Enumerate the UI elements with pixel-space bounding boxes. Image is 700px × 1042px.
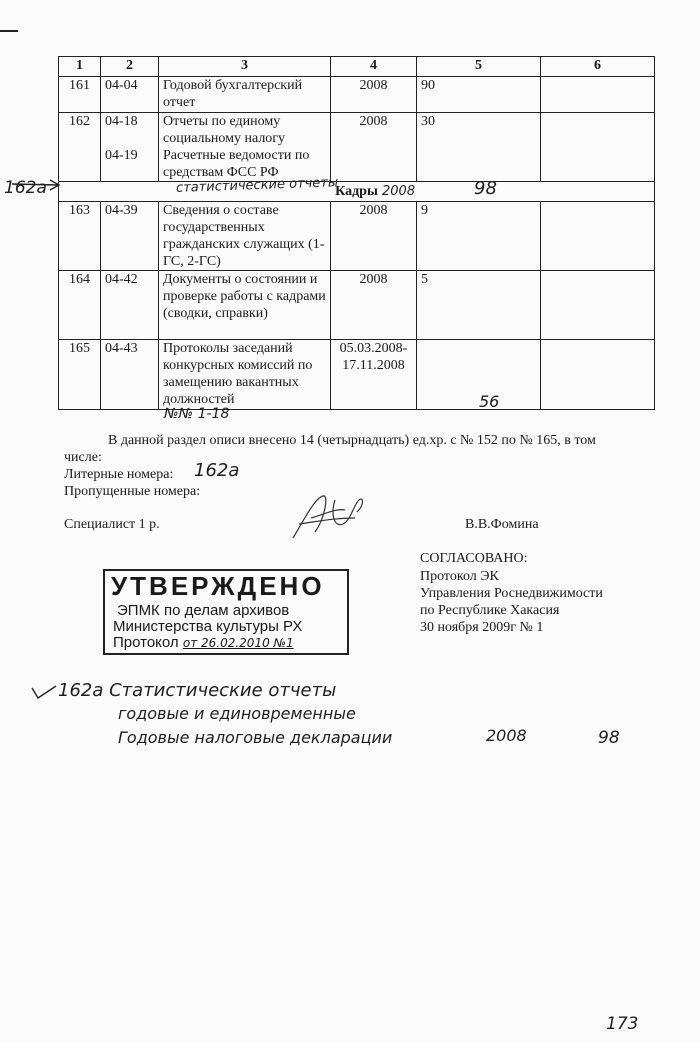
stamp-protocol bbox=[113, 634, 294, 651]
row-index: 04-42 bbox=[101, 271, 159, 340]
row-title: Годовой бухгалтерский отчет bbox=[159, 77, 331, 113]
table-header-row bbox=[59, 57, 655, 77]
summary-line: В данной раздел описи внесено 14 (четырнадцать) ед.хр. с № 152 по № 165, в том bbox=[108, 433, 596, 448]
row-year: 2008 bbox=[331, 271, 417, 340]
missing-numbers-label: Пропущенные номера: bbox=[64, 484, 201, 499]
addendum-year: 2008 bbox=[486, 726, 527, 745]
row-note bbox=[541, 77, 655, 113]
row-note bbox=[541, 113, 655, 182]
addendum-line: годовые и единовременные bbox=[118, 704, 356, 723]
row-year: 2008 bbox=[331, 202, 417, 271]
row-162a-year: 2008 bbox=[382, 184, 416, 199]
header-cell: 2 bbox=[101, 57, 159, 77]
row-162a-title: статистические отчеты bbox=[175, 175, 339, 196]
row-index: 04-39 bbox=[101, 202, 159, 271]
stamp-protocol-fill: от 26.02.2010 №1 bbox=[182, 636, 294, 650]
row-title: Документы о состоянии и проверке работы с кадрами (сводки, справки) bbox=[159, 271, 331, 340]
row-year: 2008 bbox=[331, 77, 417, 113]
row-162a-quantity: 98 bbox=[474, 178, 497, 199]
row-index: 04-43 bbox=[101, 340, 159, 410]
header-cell: 5 bbox=[417, 57, 541, 77]
table-row bbox=[59, 77, 655, 113]
table-row bbox=[59, 202, 655, 271]
row-165-quantity-handwritten: 56 bbox=[479, 392, 500, 411]
page-number: 173 bbox=[606, 1014, 639, 1034]
row-index-cell bbox=[101, 113, 159, 182]
literal-numbers-label: Литерные номера: bbox=[64, 467, 174, 482]
signer-name: В.В.Фомина bbox=[465, 517, 539, 532]
table-row bbox=[59, 340, 655, 410]
table-row bbox=[59, 113, 655, 182]
addendum-line: Годовые налоговые декларации bbox=[118, 728, 393, 747]
header-cell: 3 bbox=[159, 57, 331, 77]
row-title: Протоколы заседаний конкурсных комиссий по замещению вакантных должностей bbox=[159, 340, 331, 410]
protocol-numbers-note: №№ 1-18 bbox=[164, 406, 230, 422]
stamp-title: УТВЕРЖДЕНО bbox=[111, 571, 325, 601]
row-quantity: 9 bbox=[417, 202, 541, 271]
agreed-line: 30 ноября 2009г № 1 bbox=[420, 620, 544, 635]
stamp-line: Министерства культуры РХ bbox=[113, 618, 303, 635]
stamp-protocol-label: Протокол bbox=[113, 634, 179, 651]
agreed-line: Протокол ЭК bbox=[420, 569, 499, 584]
row-number: 161 bbox=[59, 77, 101, 113]
section-label: Кадры bbox=[59, 182, 655, 202]
addendum-quantity: 98 bbox=[598, 728, 620, 748]
addendum-line: 162а Статистические отчеты bbox=[58, 680, 337, 701]
inventory-table bbox=[58, 56, 655, 410]
row-year: 05.03.2008-17.11.2008 bbox=[331, 340, 417, 410]
section-row bbox=[59, 182, 655, 202]
checkmark-icon bbox=[30, 684, 58, 700]
row-note bbox=[541, 202, 655, 271]
row-quantity: 90 bbox=[417, 77, 541, 113]
row-title: Сведения о составе государственных гражданских служащих (1-ГС, 2-ГС) bbox=[159, 202, 331, 271]
margin-note-162a: 162а bbox=[4, 178, 47, 198]
row-quantity: 30 bbox=[417, 113, 541, 182]
approval-stamp bbox=[103, 569, 349, 655]
row-index-secondary: 04-19 bbox=[105, 148, 138, 163]
header-cell: 4 bbox=[331, 57, 417, 77]
stamp-line: ЭПМК по делам архивов bbox=[117, 602, 290, 619]
corner-mark bbox=[0, 30, 18, 32]
row-number: 165 bbox=[59, 340, 101, 410]
header-cell: 1 bbox=[59, 57, 101, 77]
position-title: Специалист 1 р. bbox=[64, 517, 160, 532]
table-row bbox=[59, 271, 655, 340]
row-index: 04-04 bbox=[101, 77, 159, 113]
header-cell: 6 bbox=[541, 57, 655, 77]
literal-numbers-value: 162а bbox=[194, 460, 240, 481]
row-note bbox=[541, 340, 655, 410]
row-index: 04-18 bbox=[105, 114, 138, 129]
signature-icon bbox=[285, 488, 375, 546]
agreed-line: по Республике Хакасия bbox=[420, 603, 560, 618]
row-year: 2008 bbox=[331, 113, 417, 182]
row-number: 164 bbox=[59, 271, 101, 340]
summary-line-cont: числе: bbox=[64, 450, 102, 465]
row-number: 163 bbox=[59, 202, 101, 271]
margin-arrow-icon bbox=[10, 176, 62, 192]
agreed-title: СОГЛАСОВАНО: bbox=[420, 551, 528, 566]
row-number: 162 bbox=[59, 113, 101, 182]
row-quantity: 5 bbox=[417, 271, 541, 340]
row-note bbox=[541, 271, 655, 340]
row-title: Отчеты по единому социальному налогу Расчетные ведомости по средствам ФСС РФ bbox=[159, 113, 331, 182]
agreed-line: Управления Роснедвижимости bbox=[420, 586, 603, 601]
